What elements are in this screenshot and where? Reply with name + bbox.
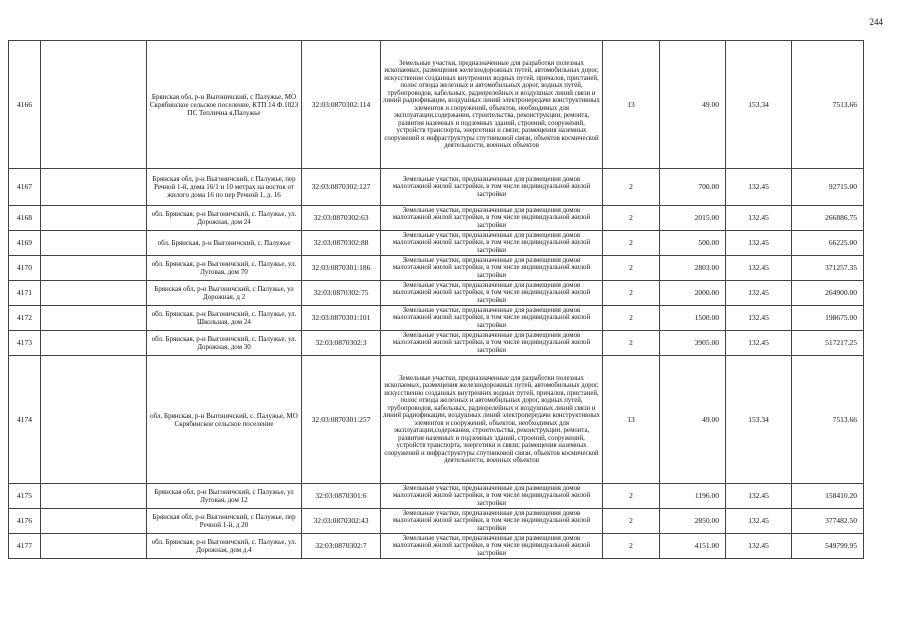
address-cell: Брянская обл, р-н Выгоничский, с Палужье, МО Скрябинское сельское поселение, КТП 14 Ф.1023 ПС Теплична я,Палужье [147,41,302,169]
value-cell: 158410.20 [792,484,864,509]
row-number: 4177 [9,534,41,559]
row-number: 4171 [9,281,41,306]
address-cell: обл. Брянская, р-н Выгоничский, с. Палужье, ул. Дорожная, дом 24 [147,206,302,231]
rate-cell: 153.34 [726,356,792,484]
area-cell: 49.00 [660,41,726,169]
category-code-cell: 2 [603,169,660,206]
area-cell: 2803.00 [660,256,726,281]
row-number: 4168 [9,206,41,231]
table-row [9,356,864,484]
row-number: 4175 [9,484,41,509]
land-use-cell: Земельные участки, предназначенные для разработки полезных ископаемых, размещения железнодорожных путей, автомобильных дорог, искусственно созданных внутренних водных путей, причалов, пристаней, полос отвода железных и автомобильных дорог, водных путей, трубопроводов, кабельных, радиорелейных и воздушных линий связи и линий радиофикации, воздушных линий электропередачи конструктивных элементов и сооружений, объектов, необходимых для эксплуатации,содержания, строительства, реконструкции, ремонта, развития наземных и подземных зданий, строений, сооружений, устройств транспорта, энергетики и связи; размещения наземных сооружений и инфраструктуры спутниковой связи, объектов космической деятельности, военных объектов [381,41,603,169]
cadastral-number-cell: 32:03:0870302:3 [302,331,381,356]
category-code-cell: 2 [603,256,660,281]
row-number: 4172 [9,306,41,331]
land-use-cell: Земельные участки, предназначенные для размещения домов малоэтажной жилой застройки, в том числе индивидуальной жилой застройки [381,206,603,231]
address-cell: обл. Брянская, р-н Выгоничский, с. Палужье, ул. Дорожная, дом д.4 [147,534,302,559]
empty-cell [41,484,147,509]
empty-cell [41,231,147,256]
category-code-cell: 13 [603,41,660,169]
empty-cell [41,256,147,281]
area-cell: 2000.00 [660,281,726,306]
value-cell: 66225.00 [792,231,864,256]
empty-cell [41,331,147,356]
area-cell: 2850.00 [660,509,726,534]
value-cell: 264900.00 [792,281,864,306]
value-cell: 549799.95 [792,534,864,559]
table-row [9,534,864,559]
address-cell: обл. Брянская, р-н Выгоничский, с. Палужье, МО Скрябинское сельское поселение [147,356,302,484]
area-cell: 500.00 [660,231,726,256]
row-number: 4173 [9,331,41,356]
row-number: 4169 [9,231,41,256]
cadastral-number-cell: 32:03:0870302:75 [302,281,381,306]
category-code-cell: 2 [603,331,660,356]
rate-cell: 132.45 [726,306,792,331]
value-cell: 7513.66 [792,356,864,484]
cadastral-number-cell: 32:03:0870301:101 [302,306,381,331]
land-use-cell: Земельные участки, предназначенные для размещения домов малоэтажной жилой застройки, в том числе индивидуальной жилой застройки [381,256,603,281]
value-cell: 266886.75 [792,206,864,231]
category-code-cell: 2 [603,231,660,256]
category-code-cell: 2 [603,509,660,534]
land-use-cell: Земельные участки, предназначенные для размещения домов малоэтажной жилой застройки, в том числе индивидуальной жилой застройки [381,509,603,534]
value-cell: 198675.00 [792,306,864,331]
row-number: 4176 [9,509,41,534]
cadastral-number-cell: 32:03:0870302:127 [302,169,381,206]
cadastral-number-cell: 32:03:0870302:63 [302,206,381,231]
empty-cell [41,306,147,331]
cadastral-number-cell: 32:03:0870301:6 [302,484,381,509]
cadastral-number-cell: 32:03:0870302:43 [302,509,381,534]
address-cell: обл. Брянская, р-н Выгоничский, с. Палужье, ул. Луговая, дом 70 [147,256,302,281]
empty-cell [41,169,147,206]
table-body [9,41,864,559]
cadastral-number-cell: 32:03:0870301:257 [302,356,381,484]
address-cell: Брянская обл, р-н Выгоничский, с Палужье, пер Речной 1-й, д 20 [147,509,302,534]
land-use-cell: Земельные участки, предназначенные для размещения домов малоэтажной жилой застройки, в том числе индивидуальной жилой застройки [381,484,603,509]
empty-cell [41,534,147,559]
cadastral-number-cell: 32:03:0870302:7 [302,534,381,559]
land-use-cell: Земельные участки, предназначенные для размещения домов малоэтажной жилой застройки, в том числе индивидуальной жилой застройки [381,534,603,559]
category-code-cell: 2 [603,281,660,306]
rate-cell: 132.45 [726,231,792,256]
rate-cell: 132.45 [726,206,792,231]
value-cell: 377482.50 [792,509,864,534]
table-row [9,331,864,356]
empty-cell [41,509,147,534]
table-row [9,306,864,331]
table-row [9,206,864,231]
page-number: 244 [869,17,883,27]
table-row [9,256,864,281]
land-use-cell: Земельные участки, предназначенные для размещения домов малоэтажной жилой застройки, в том числе индивидуальной жилой застройки [381,331,603,356]
table-row [9,509,864,534]
rate-cell: 132.45 [726,256,792,281]
category-code-cell: 2 [603,484,660,509]
area-cell: 700.00 [660,169,726,206]
row-number: 4170 [9,256,41,281]
empty-cell [41,206,147,231]
empty-cell [41,41,147,169]
cadastral-number-cell: 32:03:0870302:88 [302,231,381,256]
table-row [9,281,864,306]
row-number: 4167 [9,169,41,206]
cadastral-number-cell: 32:03:0870301:186 [302,256,381,281]
cadastral-number-cell: 32:03:0870302:114 [302,41,381,169]
land-use-cell: Земельные участки, предназначенные для размещения домов малоэтажной жилой застройки, в том числе индивидуальной жилой застройки [381,231,603,256]
value-cell: 517217.25 [792,331,864,356]
cadastral-table [8,40,864,559]
category-code-cell: 2 [603,206,660,231]
rate-cell: 132.45 [726,169,792,206]
address-cell: Брянская обл, р-н Выгоничский, с Палужье, ул Дорожная, д 2 [147,281,302,306]
area-cell: 1500.00 [660,306,726,331]
address-cell: Брянская обл, р-н Выгоничский, с Палужье, ул Луговая, дом 12 [147,484,302,509]
land-use-cell: Земельные участки, предназначенные для размещения домов малоэтажной жилой застройки, в том числе индивидуальной жилой застройки [381,169,603,206]
land-use-cell: Земельные участки, предназначенные для размещения домов малоэтажной жилой застройки, в том числе индивидуальной жилой застройки [381,281,603,306]
empty-cell [41,281,147,306]
rate-cell: 132.45 [726,484,792,509]
address-cell: обл. Брянская, р-н Выгоничский, с. Палужье, ул. Школьная, дом 24 [147,306,302,331]
empty-cell [41,356,147,484]
row-number: 4174 [9,356,41,484]
value-cell: 371257.35 [792,256,864,281]
address-cell: обл. Брянская, р-н Выгоничский, с. Палужье, ул. Дорожная, дом 30 [147,331,302,356]
rate-cell: 132.45 [726,509,792,534]
category-code-cell: 2 [603,306,660,331]
category-code-cell: 13 [603,356,660,484]
area-cell: 4151.00 [660,534,726,559]
table-row [9,484,864,509]
rate-cell: 132.45 [726,534,792,559]
table-row [9,169,864,206]
area-cell: 3905.00 [660,331,726,356]
value-cell: 7513.66 [792,41,864,169]
area-cell: 1196.00 [660,484,726,509]
table-row [9,41,864,169]
rate-cell: 132.45 [726,331,792,356]
value-cell: 92715.00 [792,169,864,206]
land-use-cell: Земельные участки, предназначенные для размещения домов малоэтажной жилой застройки, в том числе индивидуальной жилой застройки [381,306,603,331]
address-cell: Брянская обл, р-н Выгоничский, с Палужье, пер Речной 1-й, дома 16/1 и 10 метрах на восток от жилого дома 16 по пер Речной 1, д. 16 [147,169,302,206]
row-number: 4166 [9,41,41,169]
table-row [9,231,864,256]
rate-cell: 132.45 [726,281,792,306]
area-cell: 49.00 [660,356,726,484]
area-cell: 2015.00 [660,206,726,231]
address-cell: обл. Брянская, р-н Выгоничский, с. Палужье [147,231,302,256]
category-code-cell: 2 [603,534,660,559]
land-use-cell: Земельные участки, предназначенные для разработки полезных ископаемых, размещения железнодорожных путей, автомобильных дорог, искусственно созданных внутренних водных путей, причалов, пристаней, полос отвода железных и автомобильных дорог, водных путей, трубопроводов, кабельных, радиорелейных и воздушных линий связи и линий радиофикации, воздушных линий электропередачи конструктивных элементов и сооружений, объектов, необходимых для эксплуатации,содержания, строительства, реконструкции, ремонта, развития наземных и подземных зданий, строений, сооружений, устройств транспорта, энергетики и связи; размещения наземных сооружений и инфраструктуры спутниковой связи, объектов космической деятельности, военных объектов [381,356,603,484]
rate-cell: 153.34 [726,41,792,169]
